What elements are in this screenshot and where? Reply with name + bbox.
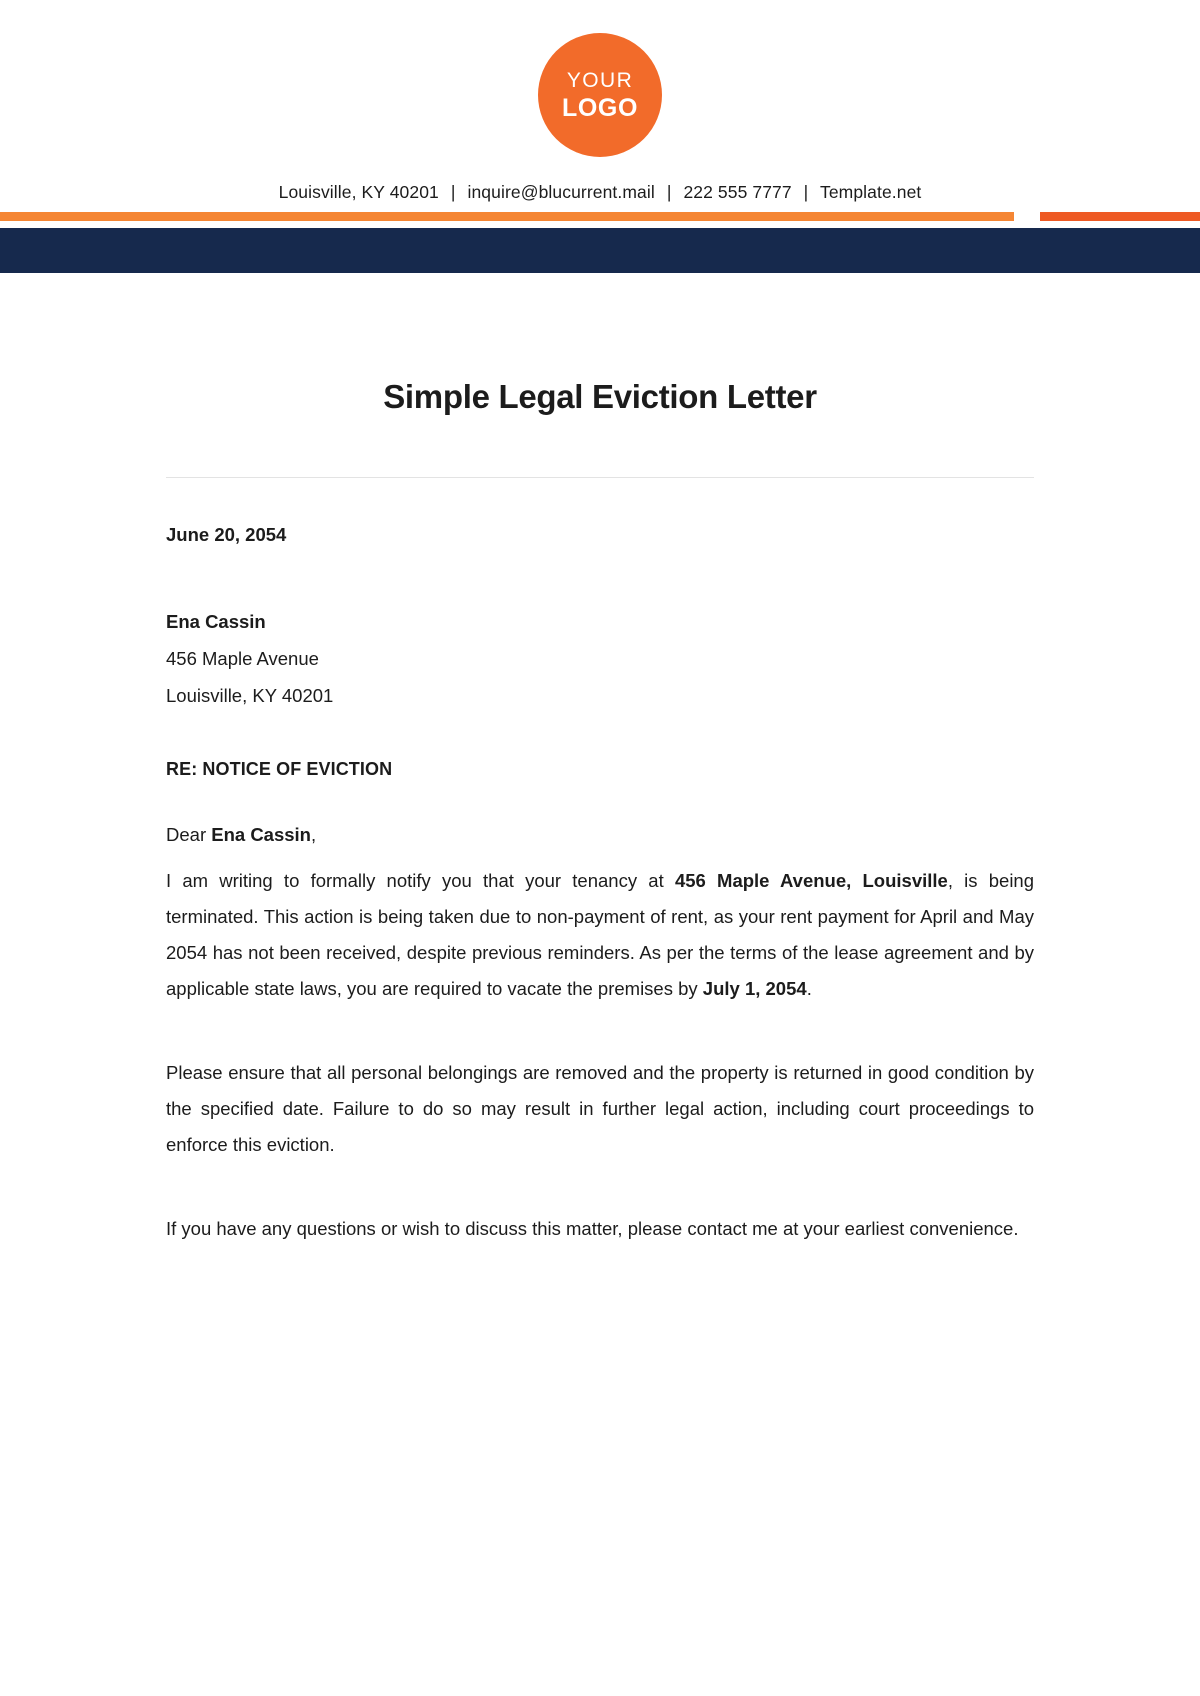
letter-salutation bbox=[166, 823, 1034, 845]
header-contact-line bbox=[0, 182, 1200, 203]
page-title: Simple Legal Eviction Letter bbox=[383, 378, 817, 415]
header-accent-bar-left bbox=[0, 212, 1014, 221]
letter-paragraph: If you have any questions or wish to discuss this matter, please contact me at your earliest convenience. bbox=[166, 1217, 1019, 1239]
company-logo bbox=[538, 33, 662, 157]
letter-paragraph: Please ensure that all personal belongings are removed and the property is returned in good condition by the specified date. Failure to do so may result in further legal action, including court proceedings to enforce this eviction. bbox=[166, 1061, 1034, 1155]
header-navy-band bbox=[0, 228, 1200, 273]
logo-line-2: LOGO bbox=[561, 93, 638, 122]
contact-phone[interactable]: 222 555 7777 bbox=[683, 182, 792, 202]
recipient-name: Ena Cassin bbox=[166, 610, 266, 632]
header-accent-bar-right bbox=[1040, 212, 1200, 221]
salutation-suffix: , bbox=[311, 823, 317, 845]
salutation-prefix: Dear bbox=[166, 823, 212, 845]
contact-website[interactable]: Template.net bbox=[819, 182, 922, 202]
logo-container bbox=[0, 33, 1200, 157]
logo-line-1: YOUR bbox=[566, 68, 634, 92]
contact-separator-1: | bbox=[450, 182, 456, 202]
recipient-city-state-zip: Louisville, KY 40201 bbox=[166, 684, 334, 706]
letter-subject: RE: NOTICE OF EVICTION bbox=[166, 758, 393, 779]
contact-email[interactable]: inquire@blucurrent.mail bbox=[467, 182, 655, 202]
contact-address: Louisville, KY 40201 bbox=[278, 182, 439, 202]
letter-date: June 20, 2054 bbox=[166, 524, 287, 545]
document-header bbox=[0, 0, 1200, 228]
recipient-street: 456 Maple Avenue bbox=[166, 647, 319, 669]
contact-separator-2: | bbox=[666, 182, 672, 202]
letter-paragraphs bbox=[166, 863, 1034, 1247]
recipient-block bbox=[166, 603, 1034, 714]
contact-separator-3: | bbox=[803, 182, 809, 202]
letter-content bbox=[166, 478, 1034, 1247]
letter-paragraph: I am writing to formally notify you that your tenancy at 456 Maple Avenue, Louisville, is being terminated. This action is being taken due to non-payment of rent, as your rent payment for April and May 2054 has not been received, despite previous reminders. As per the terms of the lease agreement and by applicable state laws, you are required to vacate the premises by July 1, 2054. bbox=[166, 869, 1035, 999]
document-body bbox=[0, 273, 1200, 1265]
salutation-name: Ena Cassin bbox=[211, 823, 311, 845]
